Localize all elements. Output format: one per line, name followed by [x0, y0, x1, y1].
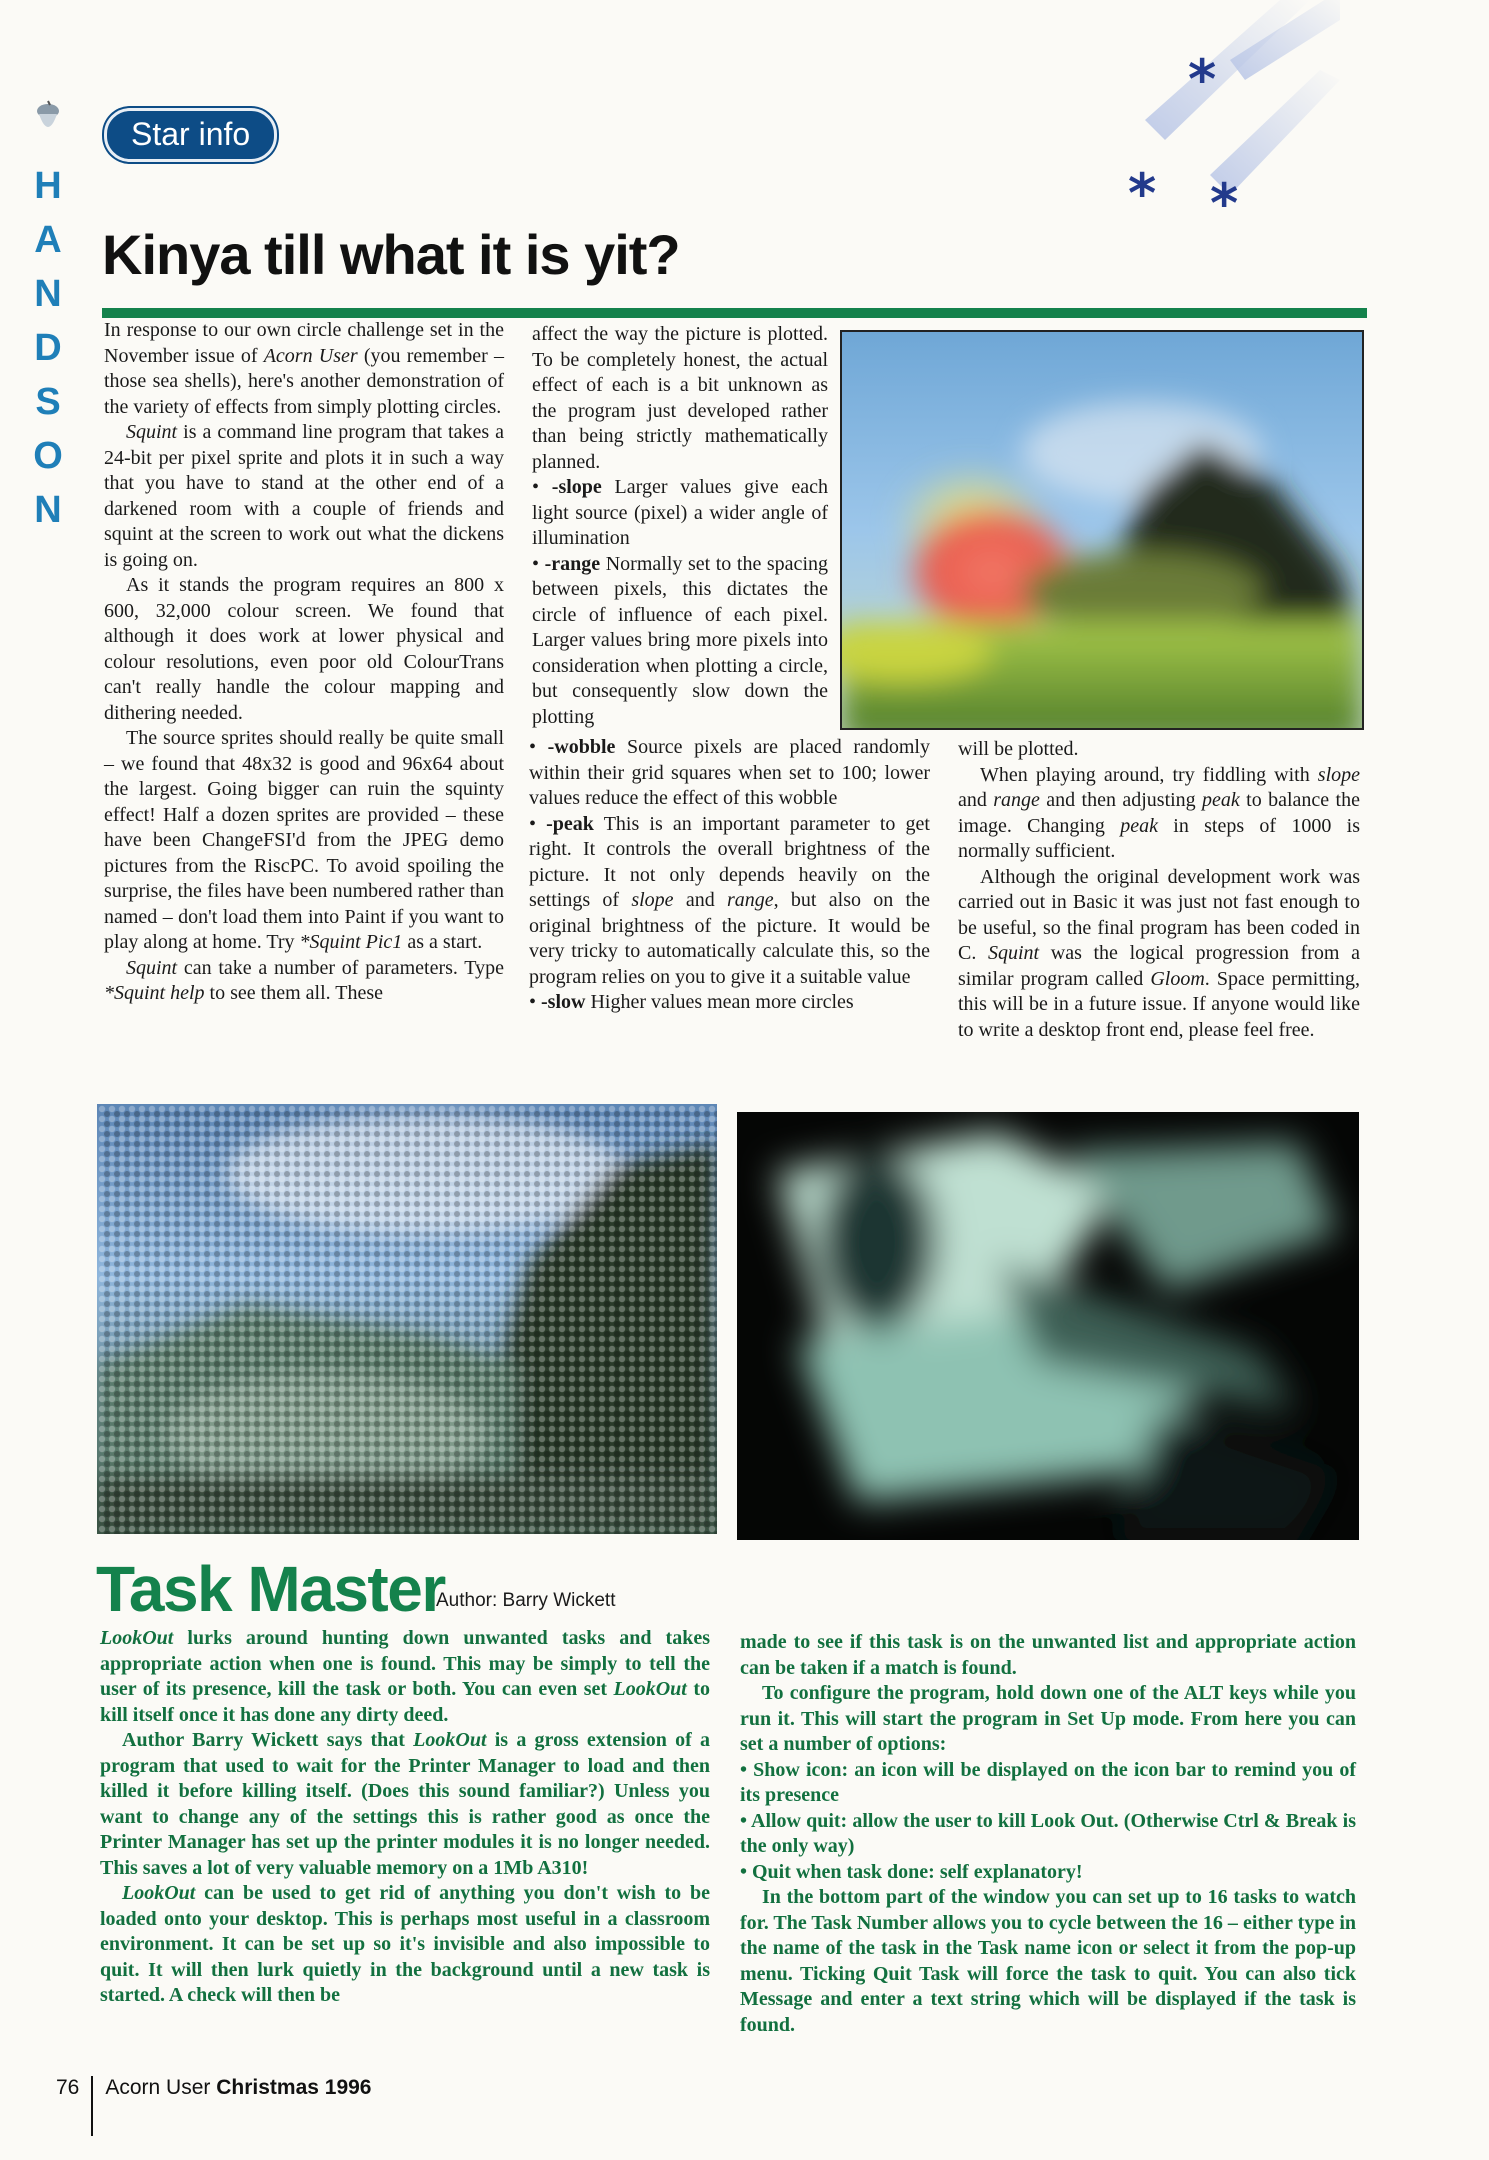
- side-letter: N: [34, 489, 62, 531]
- paragraph: LookOut can be used to get rid of anything you don't wish to be loaded onto your desktop. This is perhaps most useful in a classroom environment. It can be set up so it's invisible and also impossible to quit. It will then lurk quietly in the background until a new task is started. A check will then be: [100, 1882, 710, 2006]
- article-column-2: [532, 322, 828, 730]
- squint-sample-image-3: [737, 1112, 1359, 1540]
- option-text: Higher values mean more circles: [585, 991, 854, 1013]
- option-name: -wobble: [547, 736, 616, 758]
- task-column-left: [100, 1626, 710, 2009]
- option-peak: • -peak This is an important parameter to get right. It controls the overall brightness of the picture. It not only depends heavily on the settings of slope and range, but also on the original brightness of the picture. It would be very tricky to automatically calculate this, so the program relies on you to give it a suitable value: [529, 812, 930, 988]
- squint-sample-image-1: [840, 330, 1364, 730]
- star-info-badge: Star info: [104, 108, 277, 162]
- stars-decoration: [1110, 0, 1340, 230]
- option-wobble: • -wobble Source pixels are placed randomly within their grid squares when set to 100; lower values reduce the effect of this wobble: [529, 736, 930, 809]
- option-slope: • -slope Larger values give each light source (pixel) a wider angle of illumination: [532, 476, 828, 549]
- option-text: Normally set to the spacing between pixels, this dictates the circle of influence of each pixel. Larger values bring more pixels into consideration when plotting a circle, but consequently slow down the plotting: [532, 552, 828, 728]
- option-text: Source pixels are placed randomly within their grid squares when set to 100; lower values reduce the effect of this wobble: [529, 736, 930, 809]
- article-column-2-lower: [529, 735, 930, 1016]
- paragraph: When playing around, try fiddling with slope and range and then adjusting peak to balance the image. Changing peak in steps of 1000 is normally sufficient.: [958, 763, 1361, 862]
- magazine-name: Acorn User: [105, 2076, 211, 2099]
- option-text: Larger values give each light source (pixel) a wider angle of illumination: [532, 476, 828, 549]
- side-letter: H: [34, 165, 62, 207]
- paragraph: affect the way the picture is plotted. To be completely honest, the actual effect of each is a bit unknown as the program just developed rather than being strictly mathematically planned.: [532, 323, 828, 473]
- svg-text:*: *: [1188, 48, 1217, 111]
- option-name: -slope: [551, 476, 602, 498]
- side-letter: D: [34, 327, 62, 369]
- paragraph: To configure the program, hold down one of the ALT keys while you run it. This will start the program in Set Up mode. From here you can set a number of options:: [740, 1682, 1356, 1755]
- svg-text:*: *: [1128, 162, 1157, 225]
- paragraph: In the bottom part of the window you can set up to 16 tasks to watch for. The Task Number allows you to cycle between the 16 – either type in the name of the task in the Task name icon or select it from the pop-up menu. Ticking Quit Task will force the task to quit. You can also tick Message and enter a text string which will be displayed if the task is found.: [740, 1886, 1356, 2036]
- side-letter: S: [35, 381, 61, 423]
- paragraph: Author Barry Wickett says that LookOut is a gross extension of a program that used to wait for the Printer Manager to load and then killed it before killing itself. (Does this sound familiar?) Unless you want to change any of the settings this is rather good as once the Printer Manager has set up the printer modules it is no longer needed. This saves a lot of very valuable memory on a 1Mb A310!: [100, 1729, 710, 1879]
- paragraph: The source sprites should really be quite small – we found that 48x32 is good and 96x64 about the largest. Going bigger can ruin the squinty effect! Half a dozen sprites are provided – these have been ChangeFSI'd from the JPEG demo pictures from the RiscPC. To avoid spoiling the surprise, the files have been numbered rather than named – don't load them into Paint if you want to play along at home. Try *Squint Pic1 as a start.: [104, 727, 504, 953]
- option-name: -range: [544, 552, 601, 575]
- bullet-item: • Quit when task done: self explanatory!: [740, 1860, 1083, 1883]
- paragraph: Squint can take a number of parameters. Type *Squint help to see them all. These: [104, 956, 504, 1004]
- bullet-item: • Show icon: an icon will be displayed on the icon bar to remind you of its presence: [740, 1758, 1356, 1806]
- paragraph: In response to our own circle challenge set in the November issue of Acorn User (you remember – those sea shells), here's another demonstration of the variety of effects from simply plotting circles.: [104, 319, 504, 418]
- paragraph: will be plotted.: [958, 738, 1079, 760]
- bullet-item: • Allow quit: allow the user to kill Look Out. (Otherwise Ctrl & Break is the only way): [740, 1809, 1356, 1857]
- paragraph: LookOut lurks around hunting down unwanted tasks and takes appropriate action when one is found. This may be simply to tell the user of its presence, kill the task or both. You can even set LookOut to kill itself once it has done any dirty deed.: [100, 1627, 710, 1726]
- issue-date: Christmas 1996: [216, 2076, 372, 2099]
- section-side-tab: [28, 100, 68, 537]
- paragraph: Squint is a command line program that takes a 24-bit per pixel sprite and plots it in such a way that you have to stand at the other end of a darkened room with a couple of friends and squint at the screen to work out what the dickens is going on.: [104, 421, 504, 571]
- footer-divider: [91, 2076, 93, 2136]
- paragraph: Although the original development work was carried out in Basic it was just not fast enough to be useful, so the final program has been coded in C. Squint was the logical progression from a similar program called Gloom. Space permitting, this will be in a future issue. If anyone would like to write a desktop front end, please feel free.: [958, 865, 1361, 1041]
- article-column-3: [958, 737, 1360, 1043]
- task-master-title: Task Master: [96, 1553, 445, 1625]
- article-title: Kinya till what it is yit?: [102, 223, 680, 286]
- page-number: 76: [56, 2076, 80, 2099]
- option-text: -peak This is an important parameter to get right. It controls the overall brightness of the picture. It not only depends heavily on the settings of slope and range, but also on the original brightness of the picture. It would be very tricky to automatically calculate this, so the program relies on you to give it a suitable value: [529, 812, 930, 988]
- task-column-right: [740, 1630, 1356, 2038]
- option-slow: • -slow Higher values mean more circles: [529, 991, 854, 1013]
- acorn-icon: [35, 100, 61, 136]
- squint-sample-image-2: [97, 1104, 717, 1534]
- page-footer: [56, 2076, 372, 2136]
- task-master-author: Author: Barry Wickett: [436, 1590, 616, 1611]
- option-range: • -range Normally set to the spacing between pixels, this dictates the circle of influence of each pixel. Larger values bring more pixels into consideration when plotting a circle, but consequently slow down the plotting: [532, 552, 828, 728]
- paragraph: As it stands the program requires an 800 x 600, 32,000 colour screen. We found that although it does work at lower physical and colour resolutions, even poor old ColourTrans can't really handle the colour mapping and dithering needed.: [104, 574, 504, 724]
- paragraph: made to see if this task is on the unwanted list and appropriate action can be taken if a match is found.: [740, 1631, 1356, 1679]
- article-column-1: [104, 318, 504, 1007]
- title-rule: [102, 308, 1367, 318]
- side-letter: O: [33, 435, 63, 477]
- option-name: -slow: [541, 991, 586, 1013]
- side-letter: N: [34, 273, 62, 315]
- side-letter: A: [34, 219, 62, 261]
- svg-text:*: *: [1210, 172, 1239, 230]
